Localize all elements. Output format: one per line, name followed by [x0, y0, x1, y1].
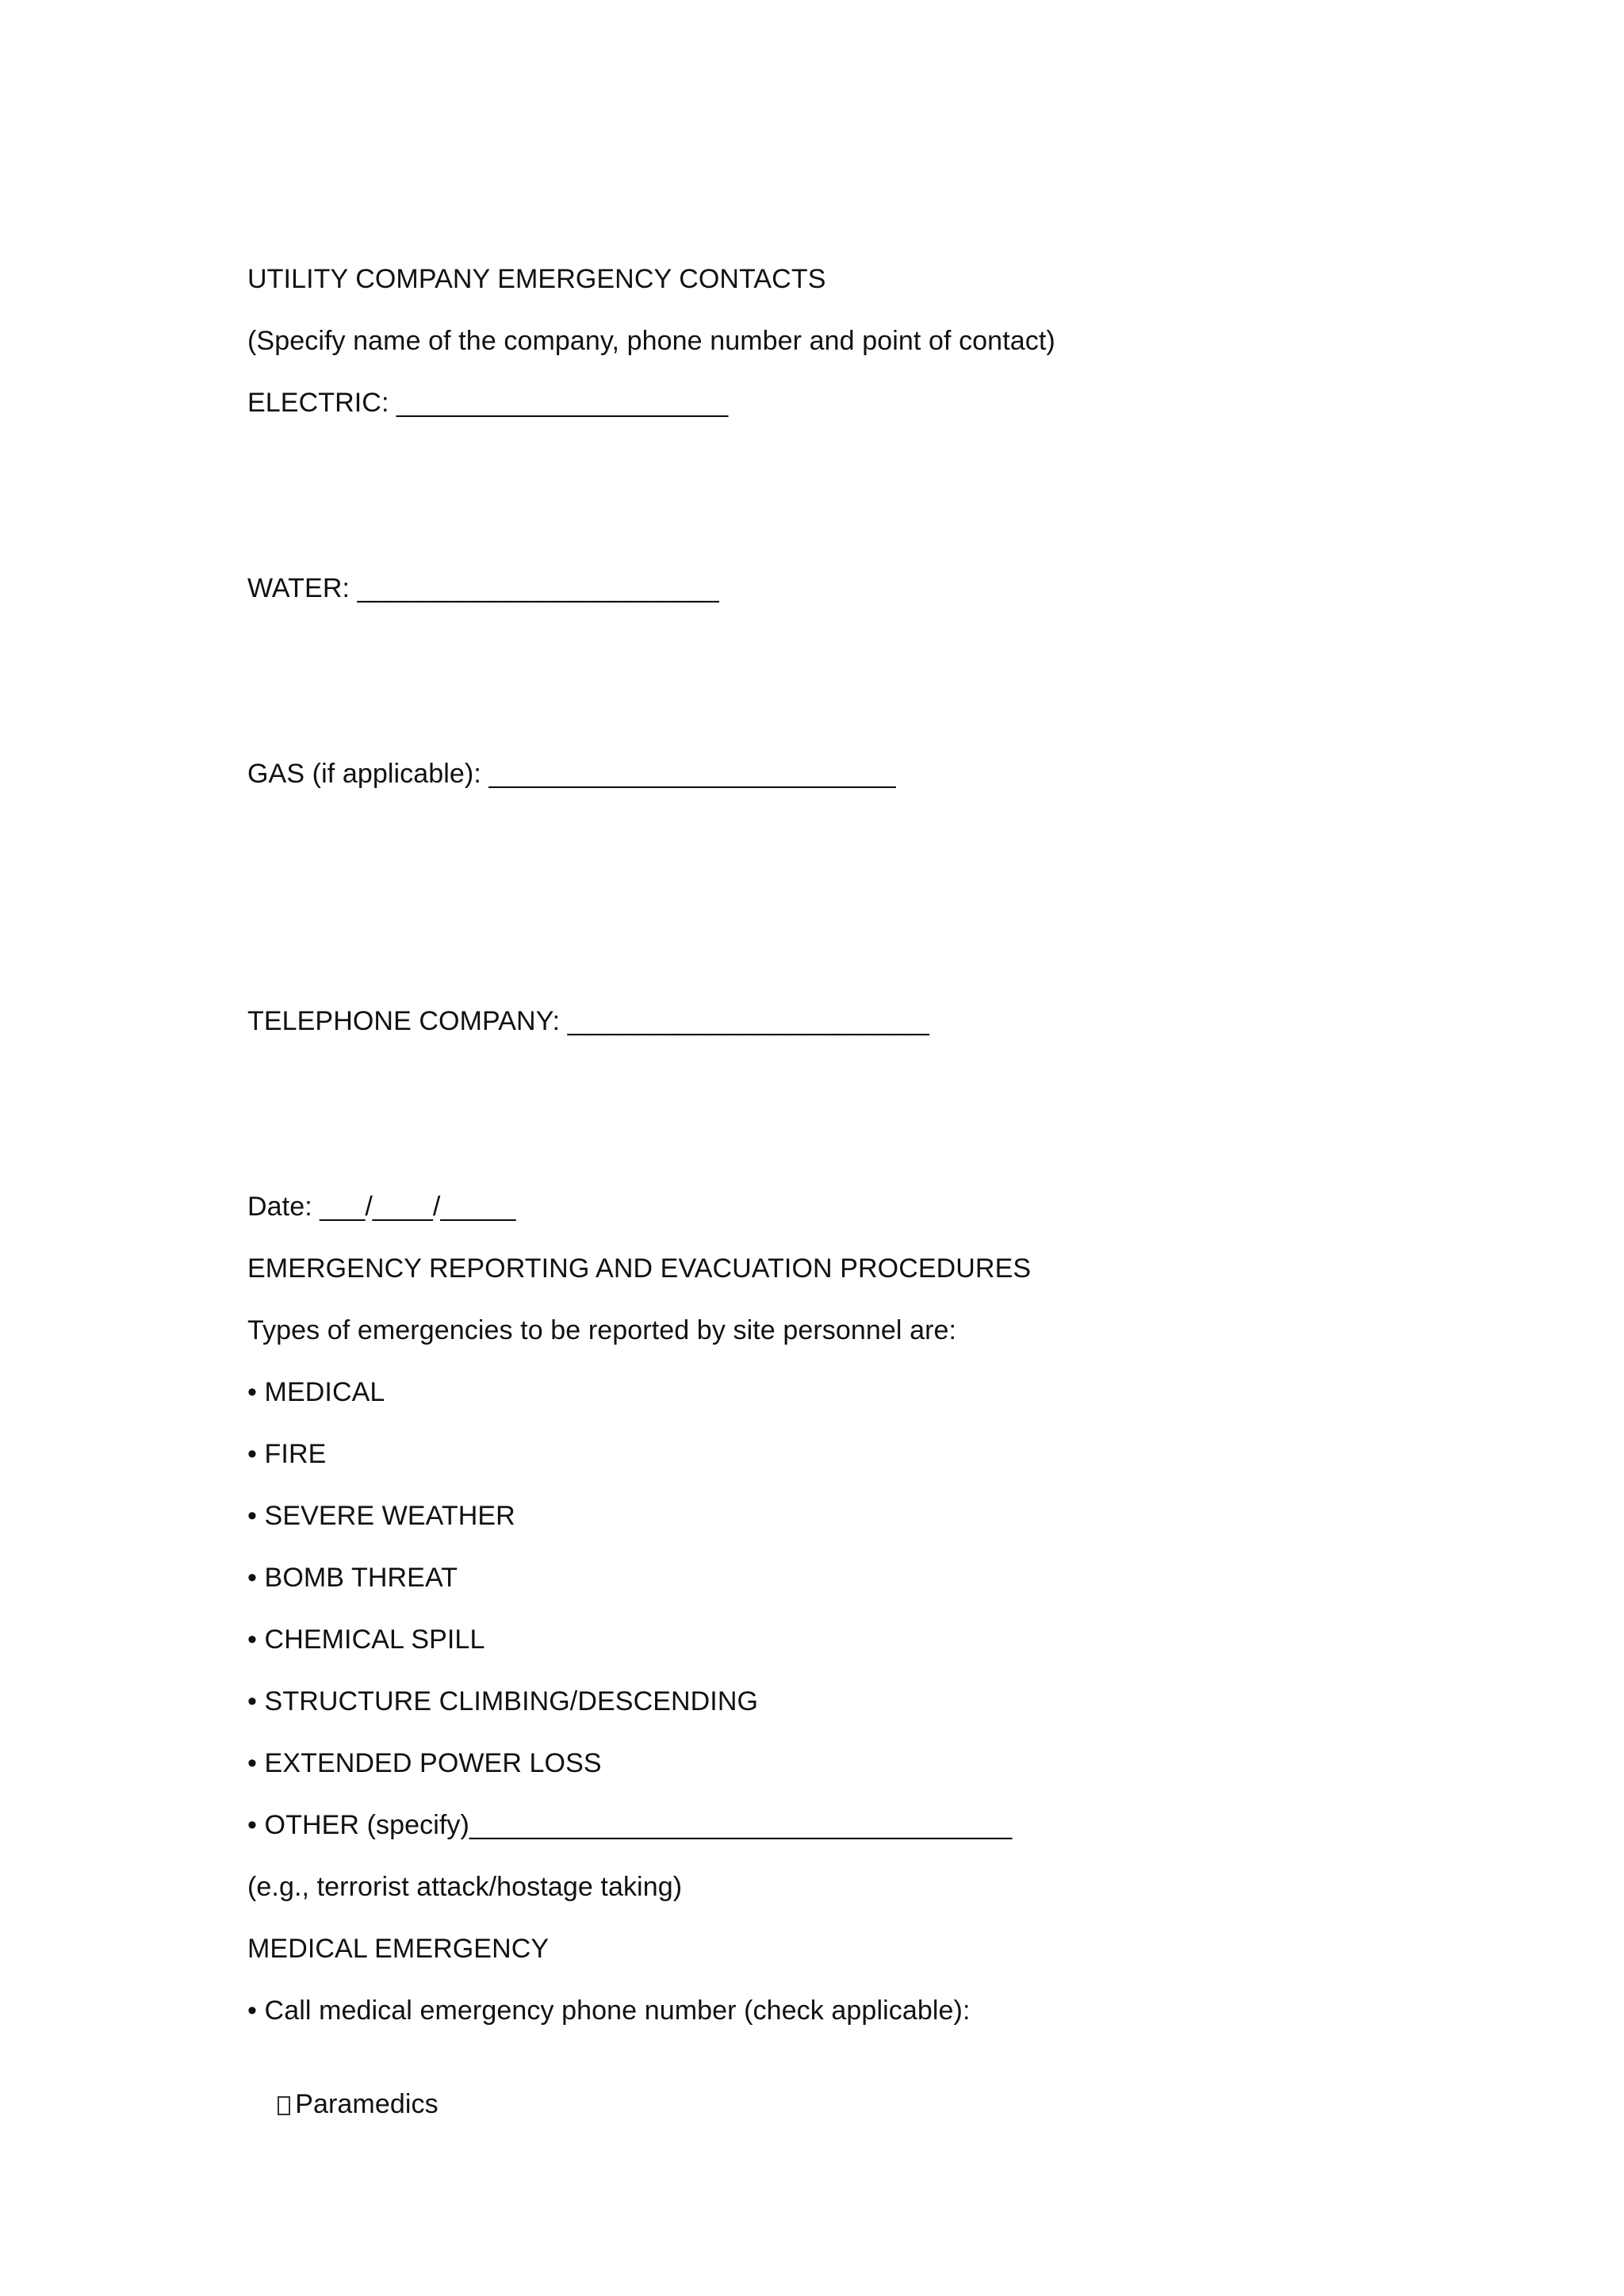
paramedics-checkbox[interactable] [278, 2096, 290, 2115]
other-example-text: (e.g., terrorist attack/hostage taking) [247, 1872, 683, 1902]
medical-call-instruction: • Call medical emergency phone number (check applicable): [247, 1996, 971, 2026]
emergency-type-item: • STRUCTURE CLIMBING/DESCENDING [247, 1686, 759, 1716]
water-field[interactable]: WATER: ________________________ [247, 573, 719, 603]
evacuation-heading: EMERGENCY REPORTING AND EVACUATION PROCEDURES [247, 1253, 1032, 1284]
paramedics-option[interactable] [247, 2057, 439, 2152]
electric-field[interactable]: ELECTRIC: ______________________ [247, 388, 729, 418]
emergency-type-item: • SEVERE WEATHER [247, 1501, 515, 1531]
emergency-type-other-field[interactable]: • OTHER (specify)____________________________________ [247, 1810, 1013, 1840]
gas-field[interactable]: GAS (if applicable): ___________________________ [247, 759, 896, 789]
date-field[interactable]: Date: ___/____/_____ [247, 1192, 516, 1222]
emergency-types-intro: Types of emergencies to be reported by site personnel are: [247, 1315, 957, 1345]
emergency-type-item: • MEDICAL [247, 1377, 385, 1407]
emergency-type-item: • EXTENDED POWER LOSS [247, 1748, 602, 1778]
utility-contacts-heading: UTILITY COMPANY EMERGENCY CONTACTS [247, 264, 826, 294]
paramedics-label: Paramedics [295, 2089, 439, 2119]
emergency-type-item: • BOMB THREAT [247, 1563, 458, 1593]
utility-contacts-instruction: (Specify name of the company, phone number and point of contact) [247, 326, 1055, 356]
emergency-type-item: • CHEMICAL SPILL [247, 1624, 485, 1655]
telephone-company-field[interactable]: TELEPHONE COMPANY: ________________________ [247, 1006, 929, 1036]
emergency-type-item: • FIRE [247, 1439, 327, 1469]
medical-emergency-heading: MEDICAL EMERGENCY [247, 1934, 550, 1964]
